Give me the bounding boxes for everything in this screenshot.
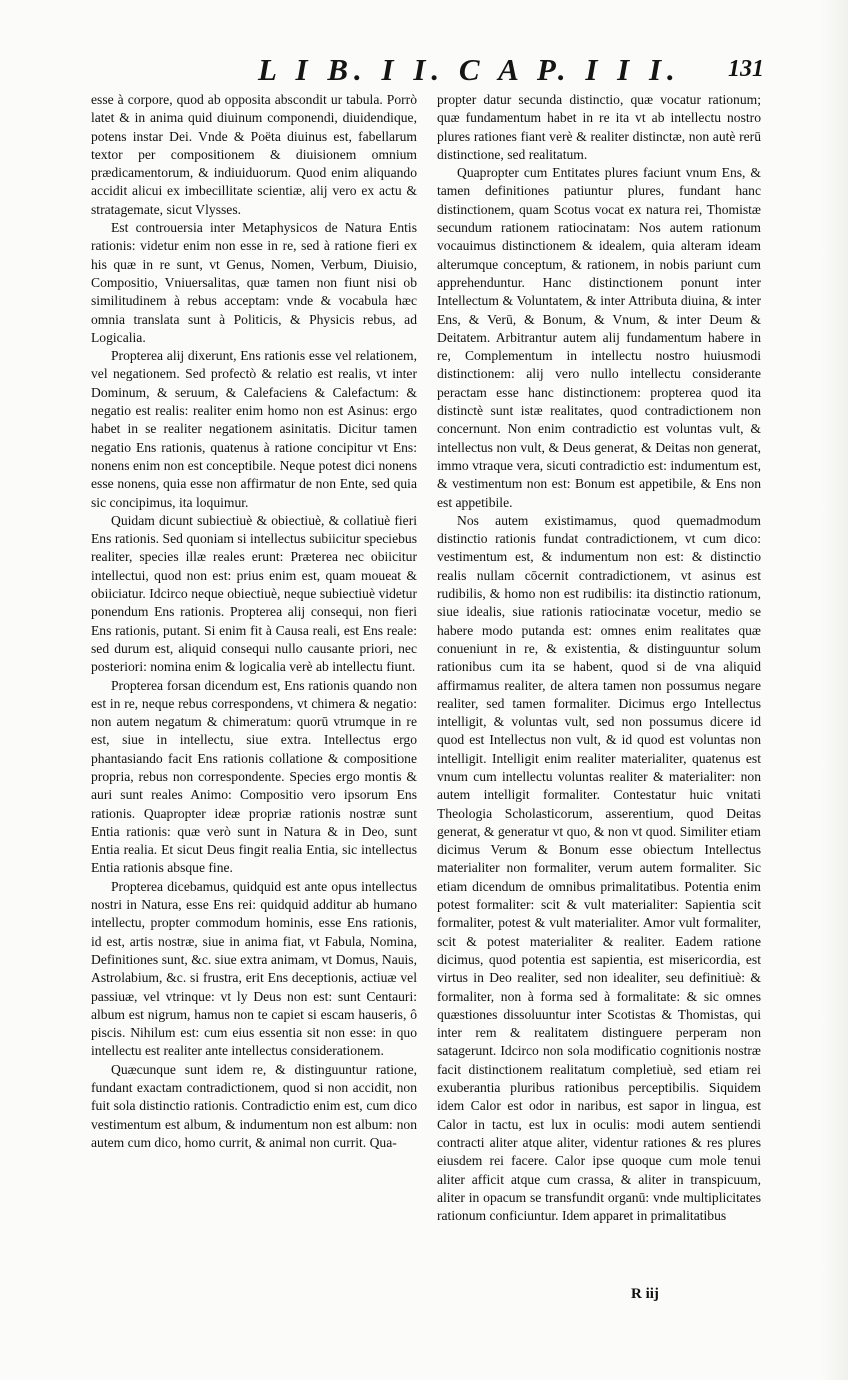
paragraph: Nos autem existimamus, quod quemadmodum distinctio rationis fundat contradictionem, vt cum dico: vestimentum est, & indumentum non est: & distinctio realis nullam cōcernit contradictionem, vt asinus est rudibilis, & homo non est rudibilis: ita distinctio rationum, siue idealis, siue rationis ratiocinatæ vocetur, medio se habere modo putanda est: omnes enim realitates quæ conueniunt in re, & existentia, & distinguuntur solum rationibus cum ita se habent, quod si de vna aliquid affirmamus realiter, de altera tamen non possumus negare realiter, sed tamen formaliter. Dicimus ergo Intellectus intelligit, & voluntas vult, sed non possumus dicere id quod est Intellectus non vult, & id quod est voluntas non intelligit. Intelligit enim realiter materialiter, quatenus est vnum cum intellectu voluntas realiter & materialiter: non autem intelligit formaliter. Contestatur huic vnitati Theologia Scholasticorum, asserentium, quod Deitas generat, & generatur vt quo, & non vt quod. Similiter etiam dicimus Verum & Bonum esse obiectum Intellectus materialiter non formaliter, verum autem formaliter. Sic etiam dicendum de omnibus primalitatibus. Potentia enim potest formaliter: scit & vult materialiter: Sapientia scit formaliter, potest & vult materialiter. Amor vult formaliter, scit & potest materialiter & realiter. Eadem ratione dicimus, quod potentia est sapientia, est misericordia, est virtus in Deo realiter, sed non idealiter, seu definitiuè: & formaliter, non à forma sed à formalitate: & sic omnes quæstiones dissoluuntur inter Scotistas & Thomistas, qui inter rem & realitatem distinguere perperam non satagerunt. Idcirco non sola modificatio cognitionis nostræ facit distinctionem realitatum completiuè, sed etiam rei exuberantia pluribus rationibus perceptibilis. Siquidem idem Calor est odor in naribus, est sapor in lingua, est Calor in tactu, est lux in oculis: modi autem sentiendi contracti aliter atque aliter, videntur rationes & res plures eiusdem rei facere. Calor ipse quoque cum mole tenui aliter afficit atque cum crassa, & aliter in transpicuum, aliter in opacum se transfundit organū: vnde multiplicitates rationum conficiuntur. Idem apparet in primalitatibus — [437, 512, 761, 1224]
paragraph: Est controuersia inter Metaphysicos de Natura Entis rationis: videtur enim non esse in re, sed à ratione fieri ex his quæ in re sunt, vt Genus, Nomen, Verbum, Diuisio, Compositio, Vniuersalitas, quæ tamen non fiunt nisi ob similitudinem à rebus acceptam: vnde & vocabula hæc omnia translata sunt à Politicis, & Physicis rebus, ad Logicalia. — [91, 220, 417, 345]
paragraph: Propterea alij dixerunt, Ens rationis esse vel relationem, vel negationem. Sed profectò & relatio est realis, vt inter Dominum, & seruum, & Calefaciens & Calefactum: & negatio est realis: realiter enim homo non est Asinus: ergo habet in se realiter negationem asinitatis. Dicitur tamen negatio Ens rationis, quatenus à ratione concipitur vt Ens: nonens enim non est conceptibile. Neque potest dici nonens esse nonens, quia esse non affirmatur de non Ente, sed quia sic concipimus, ita loquimur. — [91, 348, 417, 510]
paragraph: esse à corpore, quod ab opposita abscondit ur tabula. Porrò latet & in anima quid diuinum componendi, diuidendique, potens instar Dei. Vnde & Poëta diuinus est, fabellarum textor per compositionem & diuisionem omnium prædicamentorum, & indiuiduorum. Quod enim aliquando accidit alicui ex imbecillitate scientiæ, alij vero ex actu & stratagemate, sicut Vlysses. — [91, 92, 417, 217]
paragraph: Propterea dicebamus, quidquid est ante opus intellectus nostri in Natura, esse Ens rei: quidquid additur ab humano intellectu, propter commodum hominis, esse Ens rationis, id est, artis nostræ, siue in anima fiat, vt Fabula, Nomina, Definitiones sunt, &c. siue extra animam, vt Domus, Nauis, Astrolabium, &c. si frustra, erit Ens deceptionis, actiuæ vel passiuæ, vel vtrinque: vt ly Deus non est: sunt Centauri: album est nigrum, hamus non te capiet si escam hauseris, ô piscis. Nihilum est: cum eius essentia sit non esse: in quo intellectu est realiter ante intellectus considerationem. — [91, 878, 417, 1059]
paragraph: propter datur secunda distinctio, quæ vocatur rationum; quæ fundamentum habet in re ita vt ab intellectu nostro plures rationes fiant verè & realiter distinctæ, non autè rerū distinctione, sed realitatum. — [437, 92, 761, 162]
left-column — [91, 91, 417, 1152]
page-edge — [822, 0, 848, 1380]
right-column — [437, 91, 761, 1225]
paragraph: Quæcunque sunt idem re, & distinguuntur ratione, fundant exactam contradictionem, quod si non accidit, non fuit sola distinctio rationis. Contradictio enim est, cum dico vestimentum est album, & indumentum non est album: non autem cum dico, homo currit, & animal non currit. Qua- — [91, 1061, 417, 1150]
page-number: 131 — [728, 56, 764, 82]
signature-mark: R iij — [631, 1286, 659, 1302]
running-title: L I B. I I. C A P. I I I. — [258, 52, 681, 87]
paragraph: Quidam dicunt subiectiuè & obiectiuè, & collatiuè fieri Ens rationis. Sed quoniam si intellectus subiicitur speciebus realiter, species illæ reales erunt: Præterea nec obiicitur intellectui, quod non est: prius enim est, quam moueat & obiiciatur. Idcirco neque obiectiuè, neque subiectiuè videtur ponendum Ens rationis. Propterea alij consequi, non fieri Ens rationis, putant. Si enim fit à Causa reali, est Ens reale: sed durum est, aliquid consequi nullo causante priori, nec posteriori: nomina enim & logicalia verè ab intellectu fiunt. — [91, 512, 417, 675]
paragraph: Propterea forsan dicendum est, Ens rationis quando non est in re, neque rebus correspondens, vt chimera & negatio: non autem negatum & chimeratum: quorū vtrumque in re est, siue in intellectu, siue extra. Intellectus ergo phantasiando facit Ens rationis collatione & compositione propria, rebus non correspondente. Species ergo montis & auri sunt reales Animo: Compositio vero ipsorum Ens rationis. Quapropter ideæ propriæ rationis nostræ sunt Entia rationis: quæ verò sunt in Natura & in Deo, sunt Entia realia. Et sicut Deus fingit realia Entia, sic intellectus Entia rationis absque fine. — [91, 677, 417, 876]
running-header — [0, 52, 848, 88]
paragraph: Quapropter cum Entitates plures faciunt vnum Ens, & tamen definitiones patiuntur plures, fundant hanc distinctionem, quam Scotus vocat ex natura rei, Thomistæ secundum rationem ratiocinatam: Nos autem rationum vocauimus distinctionem & idealem, quia alteram ideam alterumque conceptum, & rationem, in nobis pariunt cum apprehenduntur. Hanc distinctionem ponunt inter Intellectum & Voluntatem, & inter Attributa diuina, & inter Ens, & Verū, & Bonum, & Vnum, & inter Deum & Deitatem. Arbitrantur autem alij fundamentum habere in re, Complementum in intellectu nostro huiusmodi distinctionem: alij vero nullo intellectu considerante peractam esse hanc distinctionem: propterea quod ita distinctè sunt istæ realitates, quod contradictionem non concernunt. Non enim contradictio est voluntas vult, & intellectus non vult, & Deus generat, & Deitas non generat, immo vtraque vera, sicuti contradictio est: indumentum est, & vestimentum non est: Bonum est appetibile, & Ens non est appetibile. — [437, 165, 761, 510]
